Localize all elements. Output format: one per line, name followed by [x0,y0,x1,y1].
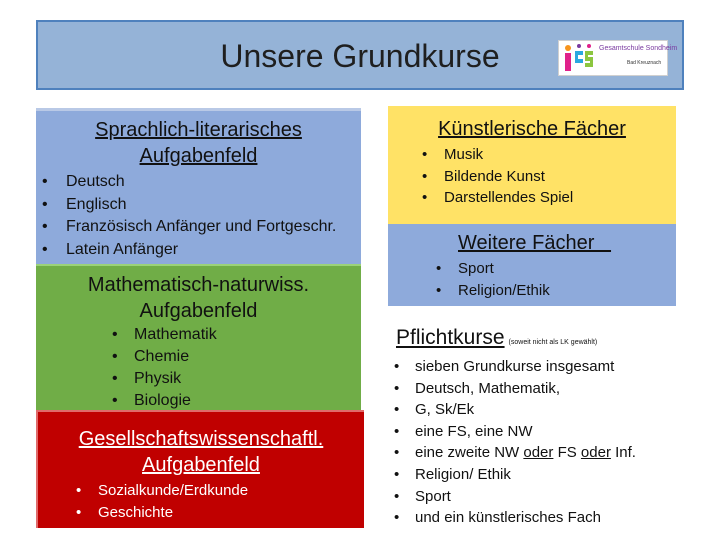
list-item: • Religion/ Ethik [415,464,636,486]
social-science-field-list [98,480,248,524]
logo-place: Bad Kreuznach [627,60,662,66]
arts-subjects-list [444,144,573,209]
mandatory-courses-note: (soweit nicht als LK gewählt) [508,339,598,346]
mandatory-courses-title: Pflichtkurse [396,326,505,349]
language-field-heading [36,117,361,169]
mandatory-courses-list [415,356,636,529]
list-item: • Deutsch [66,171,336,194]
list-item: • eine FS, eine NW [415,421,636,443]
other-subjects-heading: Weitere Fächer [458,232,612,254]
list-item: • Geschichte [98,502,248,524]
other-subjects-box [388,224,676,306]
language-field-box [36,108,361,264]
item-text-underlined: oder [580,444,611,462]
language-field-heading-line1: Sprachlich-literarisches [95,119,302,141]
list-item: • Physik [134,368,217,390]
school-logo-icon [563,43,595,73]
list-item: • Deutsch, Mathematik, [415,378,636,400]
list-item: • Bildende Kunst [444,166,573,188]
list-item: • Latein Anfänger [66,239,336,262]
arts-subjects-box [388,106,676,224]
social-science-heading-line1: Gesellschaftswissenschaftl. [78,428,324,450]
item-text: eine zweite NW [415,444,524,462]
language-field-heading-line2: Aufgabenfeld [139,145,258,167]
list-item: • Sport [415,486,636,508]
math-science-field-list [134,324,217,412]
item-text: Inf. [610,444,636,462]
language-field-list [66,171,336,261]
list-item [415,442,636,464]
math-science-field-heading [36,272,361,324]
math-science-heading-line2: Aufgabenfeld [139,300,258,322]
list-item: • Mathematik [134,324,217,346]
math-science-field-box [36,264,361,410]
title-bar [36,20,684,90]
list-item: • Musik [444,144,573,166]
list-item: • Französisch Anfänger und Fortgeschr. [66,216,336,239]
social-science-field-box [36,410,364,528]
arts-subjects-heading: Künstlerische Fächer [438,118,626,140]
logo-name: Gesamtschule Sondheim [599,45,678,52]
list-item: • Englisch [66,194,336,217]
list-item: • Sport [458,258,550,280]
list-item: • Chemie [134,346,217,368]
item-text: FS [553,444,581,462]
school-logo [558,40,678,76]
mandatory-courses-heading [396,326,597,350]
list-item: • sieben Grundkurse insgesamt [415,356,636,378]
list-item: • Sozialkunde/Erdkunde [98,480,248,502]
social-science-heading-line2: Aufgabenfeld [142,454,260,476]
page-title: Unsere Grundkurse [220,38,500,74]
list-item: • G, Sk/Ek [415,399,636,421]
list-item: • Religion/Ethik [458,280,550,302]
social-science-field-heading [38,426,364,478]
other-subjects-list [458,258,550,302]
list-item: • und ein künstlerisches Fach [415,507,636,529]
list-item: • Darstellendes Spiel [444,187,573,209]
list-item: • Biologie [134,390,217,412]
item-text-underlined: oder [523,444,554,462]
math-science-heading-line1: Mathematisch-naturwiss. [87,274,310,296]
